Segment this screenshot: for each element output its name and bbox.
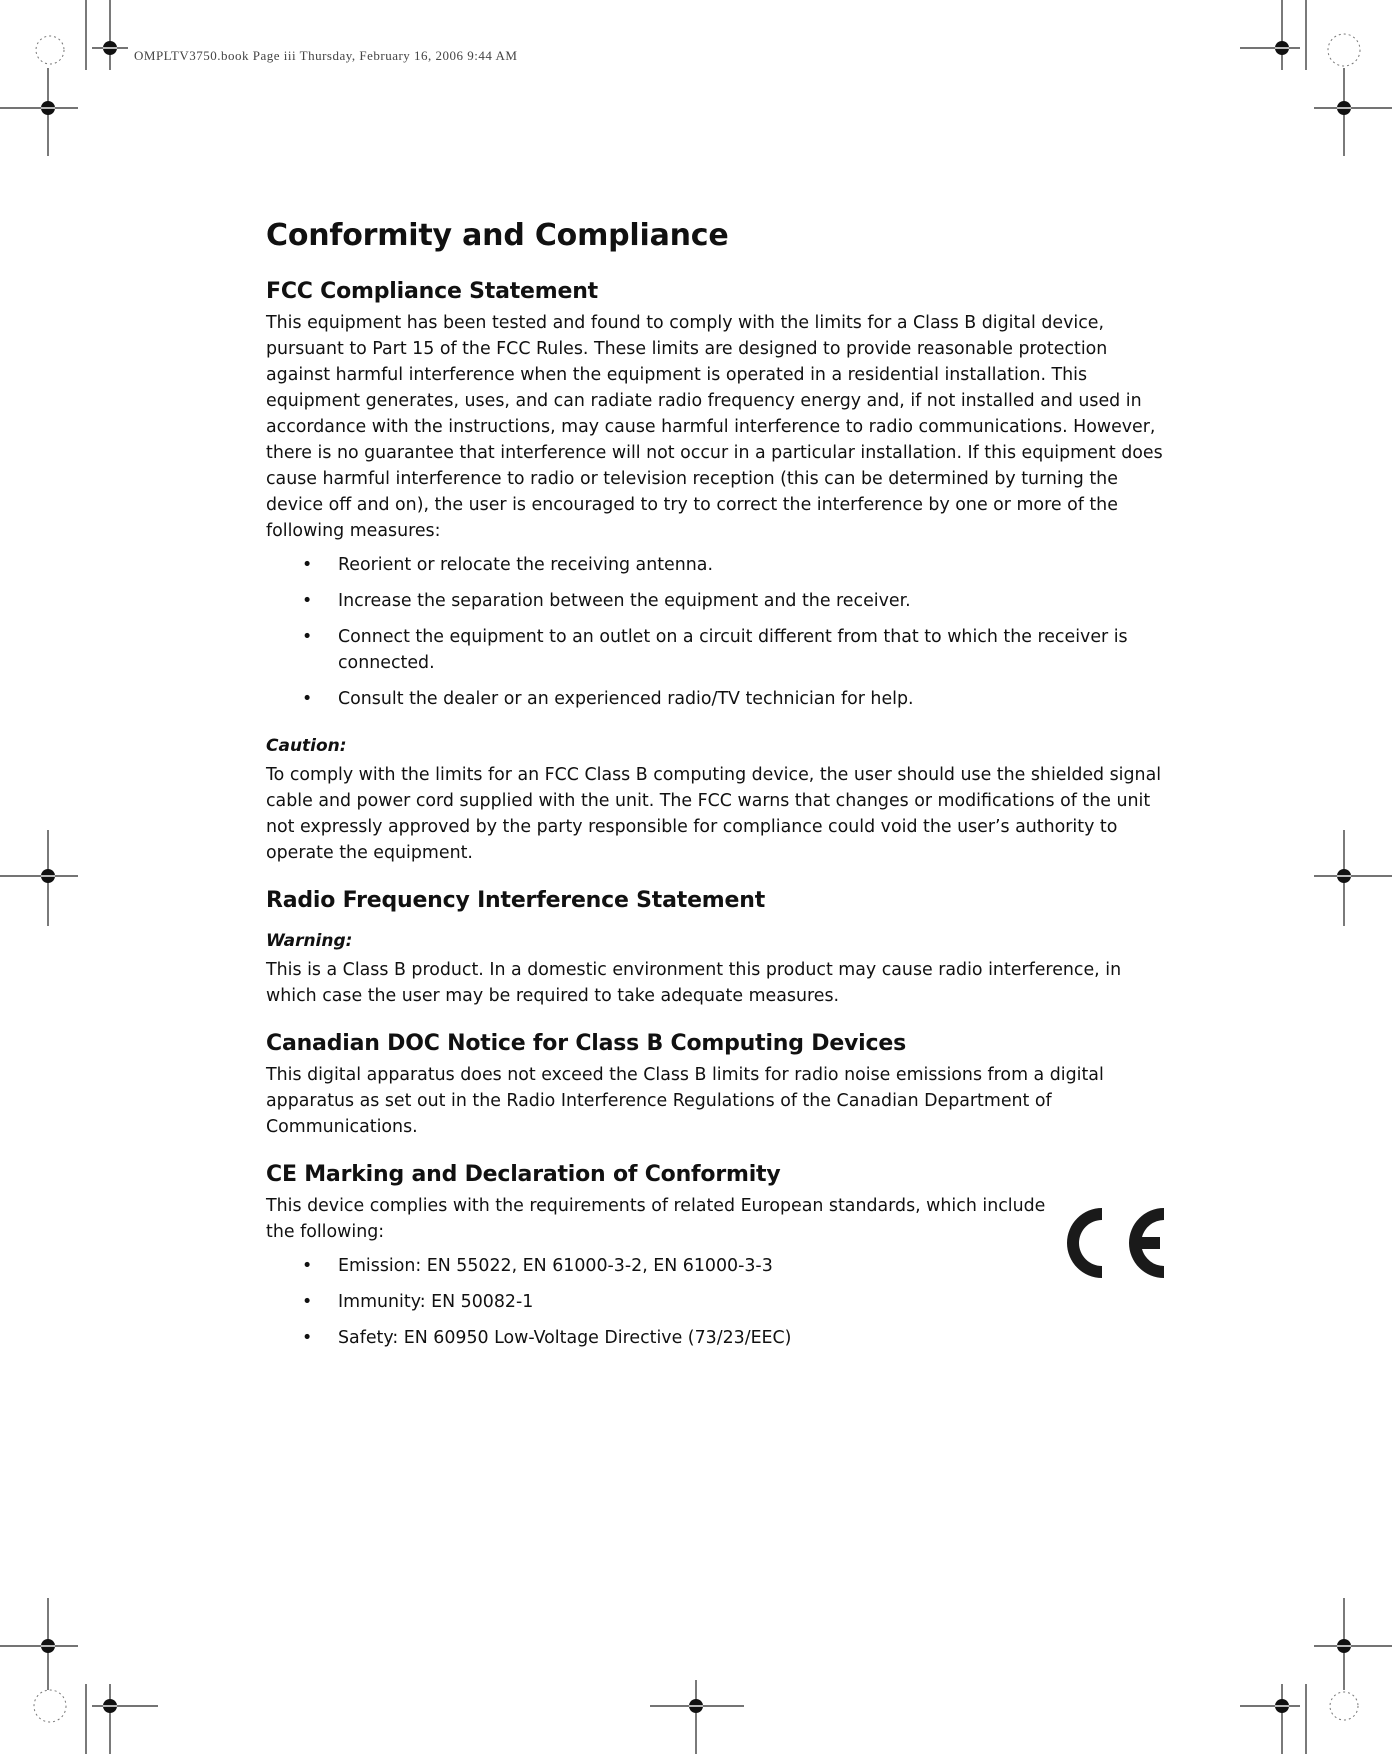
fcc-heading: FCC Compliance Statement <box>266 279 598 304</box>
caution-label: Caution: <box>266 736 347 756</box>
fcc-body: This equipment has been tested and found to comply with the limits for a Class B digital device, pursuant to Part 15 of the FCC Rules. These limits are designed to provide reasonable protection against harmful interference when the equipment is operated in a residential installation. This equipment generates, uses, and can radiate radio frequency energy and, if not installed and used in accordance with the instructions, may cause harmful interference to radio communications. However, there is no guarantee that interference will not occur in a particular installation. If this equipment does cause harmful interference to radio or television reception (this can be determined by turning the device off and on), the user is encouraged to try to correct the interference by one or more of the following measures: <box>266 313 1163 541</box>
list-item: • Emission: EN 55022, EN 61000-3-2, EN 61000-3-3 <box>266 1253 1166 1279</box>
ce-heading: CE Marking and Declaration of Conformity <box>266 1162 781 1187</box>
caution-body: To comply with the limits for an FCC Class B computing device, the user should use the shielded signal cable and power cord supplied with the unit. The FCC warns that changes or modifications of the unit not expressly approved by the party responsible for compliance could void the user’s authority to operate the equipment. <box>266 765 1162 863</box>
document-body <box>266 218 1166 1361</box>
ce-standards-list <box>266 1253 1166 1351</box>
rfi-heading: Radio Frequency Interference Statement <box>266 888 766 913</box>
ce-mark-icon <box>1056 1202 1168 1284</box>
list-item: • Increase the separation between the equipment and the receiver. <box>266 588 1166 614</box>
page-title: Conformity and Compliance <box>266 218 729 253</box>
warning-label: Warning: <box>266 931 353 951</box>
ce-body: This device complies with the requirements of related European standards, which include the following: <box>266 1196 1046 1242</box>
fcc-measures-list <box>266 552 1166 712</box>
canadian-heading: Canadian DOC Notice for Class B Computing Devices <box>266 1031 906 1056</box>
print-header-stamp: OMPLTV3750.book Page iii Thursday, February 16, 2006 9:44 AM <box>134 48 518 63</box>
list-item: • Immunity: EN 50082-1 <box>266 1289 1166 1315</box>
list-item: • Reorient or relocate the receiving antenna. <box>266 552 1166 578</box>
fcc-section <box>266 279 1166 866</box>
list-item: • Consult the dealer or an experienced radio/TV technician for help. <box>266 686 1166 712</box>
list-item: • Safety: EN 60950 Low-Voltage Directive (73/23/EEC) <box>266 1325 1166 1351</box>
rfi-section <box>266 888 1166 1009</box>
canadian-section <box>266 1031 1166 1140</box>
list-item: • Connect the equipment to an outlet on a circuit different from that to which the receiver is connected. <box>266 624 1166 676</box>
warning-body: This is a Class B product. In a domestic environment this product may cause radio interference, in which case the user may be required to take adequate measures. <box>266 960 1122 1006</box>
ce-section <box>266 1162 1166 1351</box>
canadian-body: This digital apparatus does not exceed the Class B limits for radio noise emissions from a digital apparatus as set out in the Radio Interference Regulations of the Canadian Department of Communications. <box>266 1065 1104 1137</box>
